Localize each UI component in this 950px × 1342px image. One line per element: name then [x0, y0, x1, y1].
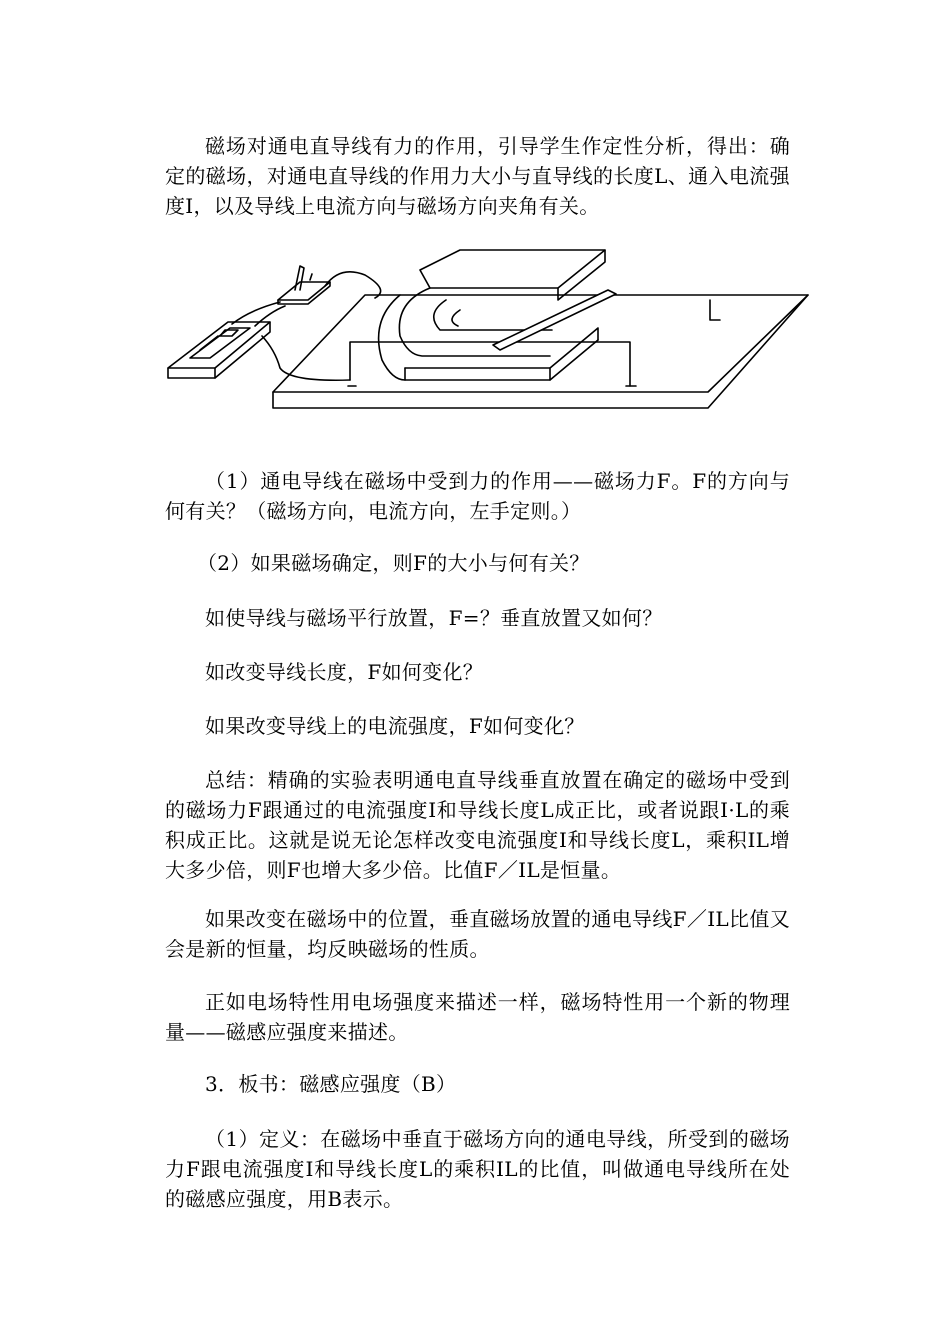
paragraph-intro: 磁场对通电直导线有力的作用，引导学生作定性分析，得出：确定的磁场，对通电直导线的作用力大小与直导线的长度L、通入电流强度I，以及导线上电流方向与磁场方向夹角有关。: [165, 134, 790, 218]
paragraph-heading-b: 3．板书：磁感应强度（B）: [205, 1072, 457, 1096]
paragraph-analogy: 正如电场特性用电场强度来描述一样，磁场特性用一个新的物理量——磁感应强度来描述。: [165, 990, 790, 1044]
paragraph-1: （1）通电导线在磁场中受到力的作用——磁场力F。F的方向与何有关？（磁场方向，电流方向，左手定则。）: [165, 469, 790, 523]
paragraph-definition: （1）定义：在磁场中垂直于磁场方向的通电导线，所受到的磁场力F跟电流强度I和导线长度L的乘积IL的比值，叫做通电导线所在处的磁感应强度，用B表示。: [165, 1127, 790, 1211]
paragraph-parallel: 如使导线与磁场平行放置，F=？垂直放置又如何？: [205, 606, 663, 630]
paragraph-current: 如果改变导线上的电流强度，F如何变化？: [205, 714, 585, 738]
paragraph-length: 如改变导线长度，F如何变化？: [205, 660, 484, 684]
magnet-wire-apparatus-icon: [160, 240, 820, 430]
paragraph-summary: 总结：精确的实验表明通电直导线垂直放置在确定的磁场中受到的磁场力F跟通过的电流强度I和导线长度L成正比，或者说跟I·L的乘积成正比。这就是说无论怎样改变电流强度I和导线长度L，乘积IL增大多少倍，则F也增大多少倍。比值F／IL是恒量。: [165, 768, 790, 882]
paragraph-position: 如果改变在磁场中的位置，垂直磁场放置的通电导线F／IL比值又会是新的恒量，均反映磁场的性质。: [165, 907, 790, 961]
paragraph-2: （2）如果磁场确定，则F的大小与何有关？: [197, 551, 590, 575]
